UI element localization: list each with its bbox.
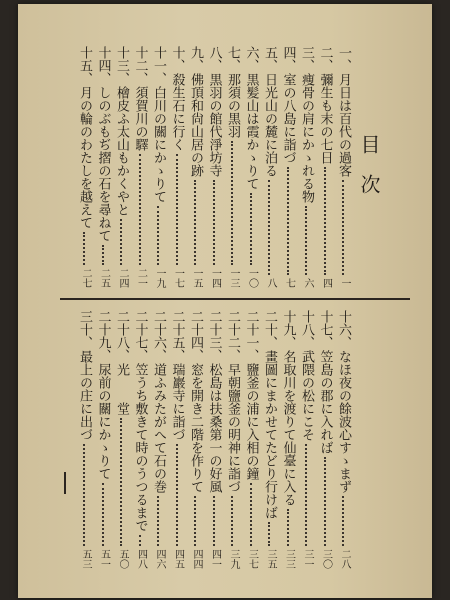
entry-page-number: 二一 (135, 268, 147, 288)
entry-number: 二十三、 (206, 310, 222, 362)
entry-number: 十八、 (299, 310, 314, 349)
leader-dots (324, 457, 326, 546)
leader-dots (250, 483, 252, 546)
entry-page-number: 一〇 (246, 268, 258, 288)
entry-number: 八、 (206, 46, 222, 72)
entry-page-number: 八 (265, 278, 276, 288)
leader-dots (268, 522, 270, 546)
entry-number: 二十九、 (95, 310, 111, 362)
entry-heading: 松島は扶桑第一の好風 (206, 363, 222, 493)
entry-number: 十五、 (77, 46, 92, 85)
leader-dots (157, 206, 159, 265)
entry-page-number: 四四 (191, 549, 202, 569)
leader-dots (268, 180, 270, 275)
entry-heading: 彌生も末の七日 (317, 73, 333, 164)
entry-page-number: 五一 (98, 549, 110, 569)
entry-heading: 黒髪山は霞かゝりて (243, 73, 259, 190)
leader-dots (102, 483, 104, 546)
entry-heading: なほ夜の餘波心すゝまず (336, 350, 351, 493)
leader-dots (83, 444, 85, 546)
entry-page-number: 一七 (172, 268, 184, 288)
entry-page-number: 一三 (228, 268, 239, 288)
entry-heading: しのぶもぢ摺の石を尋ねて (95, 86, 111, 242)
entry-heading: 早朝鹽釜の明神に詣づ (225, 363, 240, 493)
leader-dots (231, 141, 233, 265)
entry-page-number: 四一 (209, 549, 221, 569)
entry-heading: 佛頂和尙山居の跡 (188, 73, 203, 177)
leader-dots (342, 496, 344, 546)
leader-dots (194, 180, 196, 265)
entry-heading: 名取川を渡りて仙臺に入る (280, 350, 296, 506)
entry-page-number: 二五 (98, 268, 110, 288)
entry-heading: 殺生石に行く (169, 73, 185, 151)
entry-number: 十、 (169, 46, 185, 72)
entry-number: 二十、 (262, 310, 277, 349)
entry-number: 九、 (188, 46, 203, 72)
leader-dots (324, 167, 326, 275)
leader-dots (120, 219, 122, 265)
entry-page-number: 一四 (209, 268, 221, 288)
entry-heading: 光 堂 (114, 363, 129, 415)
entry-page-number: 三九 (228, 549, 239, 569)
entry-number: 二十二、 (225, 310, 240, 362)
book-page (18, 4, 432, 598)
leader-dots (139, 154, 141, 265)
entry-number: 二十四、 (188, 310, 203, 362)
entry-page-number: 七 (283, 278, 295, 288)
entry-heading: 痩骨の肩にかゝれる物 (299, 73, 314, 203)
leader-dots (83, 232, 85, 265)
leader-dots (157, 496, 159, 546)
leader-dots (213, 180, 215, 265)
entry-page-number: 二七 (80, 268, 91, 288)
leader-dots (176, 154, 178, 265)
entry-page-number: 二八 (339, 549, 350, 569)
entry-page-number: 四六 (154, 549, 165, 569)
leader-dots (287, 167, 289, 275)
entry-heading: 瑞巖寺に詣づ (169, 363, 185, 441)
leader-dots (287, 509, 289, 546)
entry-page-number: 三五 (265, 549, 276, 569)
entry-page-number: 三三 (283, 549, 295, 569)
entry-heading: 道ふみたがへて石の巻 (151, 363, 166, 493)
entry-page-number: 三〇 (320, 549, 332, 569)
entry-heading: 檜皮ふ太山もかくやと (114, 86, 129, 216)
entry-heading: 黒羽の館代淨坊寺 (206, 73, 222, 177)
entry-page-number: 五三 (80, 549, 91, 569)
entry-number: 五、 (262, 46, 277, 72)
entry-heading: 窓を開き二階を作りて (188, 363, 203, 493)
entry-number: 二十一、 (243, 310, 259, 362)
entry-number: 六、 (243, 46, 259, 72)
entry-page-number: 三七 (246, 549, 258, 569)
entry-number: 十九、 (280, 310, 296, 349)
entry-page-number: 一九 (154, 268, 165, 288)
entry-heading: 最上の庄に出づ (77, 350, 92, 441)
leader-dots (120, 418, 122, 546)
leader-dots (213, 496, 215, 546)
entry-page-number: 二四 (117, 268, 128, 288)
entry-heading: 室の八島に詣づ (280, 73, 296, 164)
leader-dots (102, 245, 104, 265)
entry-number: 二十八、 (114, 310, 129, 362)
leader-dots (250, 193, 252, 265)
entry-number: 一、 (336, 46, 351, 72)
entry-heading: 鹽釜の浦に入相の鐘 (243, 363, 259, 480)
entry-heading: 須賀川の驛 (132, 86, 148, 151)
entry-number: 二、 (317, 46, 333, 72)
entry-heading: 月の輪のわたしを越えて (77, 86, 92, 229)
leader-dots (305, 206, 307, 275)
entry-number: 三十、 (77, 310, 92, 349)
entry-number: 二十六、 (151, 310, 166, 362)
entry-heading: 尿前の關にかゝりて (95, 363, 111, 480)
entry-heading: 日光山の麓に泊る (262, 73, 277, 177)
leader-dots (305, 444, 307, 546)
entry-page-number: 四五 (172, 549, 184, 569)
leader-dots (342, 180, 344, 275)
entry-number: 三、 (299, 46, 314, 72)
entry-page-number: 五〇 (117, 549, 128, 569)
entry-heading: 笠島の郡に入れば (317, 350, 333, 454)
entry-heading: 武隈の松にこそ (299, 350, 314, 441)
section-divider (60, 298, 410, 300)
entry-heading: 畫圖にまかせてたどり行けば (262, 350, 277, 519)
entry-page-number: 四 (320, 278, 332, 288)
entry-number: 十一、 (151, 46, 166, 85)
entry-number: 四、 (280, 46, 296, 72)
entry-number: 十六、 (336, 310, 351, 349)
leader-dots (231, 496, 233, 546)
entry-heading: 白川の關にかゝりて (151, 86, 166, 203)
entry-number: 二十七、 (132, 310, 148, 362)
entry-number: 十七、 (317, 310, 333, 349)
entry-number: 七、 (225, 46, 240, 72)
entry-page-number: 四八 (135, 549, 147, 569)
entry-number: 二十五、 (169, 310, 185, 362)
entry-page-number: 一五 (191, 268, 202, 288)
entry-number: 十二、 (132, 46, 148, 85)
entry-heading: 月日は百代の過客 (336, 73, 351, 177)
entry-page-number: 六 (302, 278, 313, 288)
toc-title: 目 次 (357, 134, 381, 194)
leader-dots (176, 444, 178, 546)
entry-heading: 笠うち敷きて時のうつるまで (132, 363, 148, 532)
leader-dots (194, 496, 196, 546)
entry-number: 十四、 (95, 46, 111, 85)
entry-heading: 那須の黒羽 (225, 73, 240, 138)
entry-number: 十三、 (114, 46, 129, 85)
leader-dots (139, 535, 141, 546)
entry-page-number: 一 (339, 278, 350, 288)
entry-page-number: 三一 (302, 549, 313, 569)
margin-mark (64, 472, 66, 494)
